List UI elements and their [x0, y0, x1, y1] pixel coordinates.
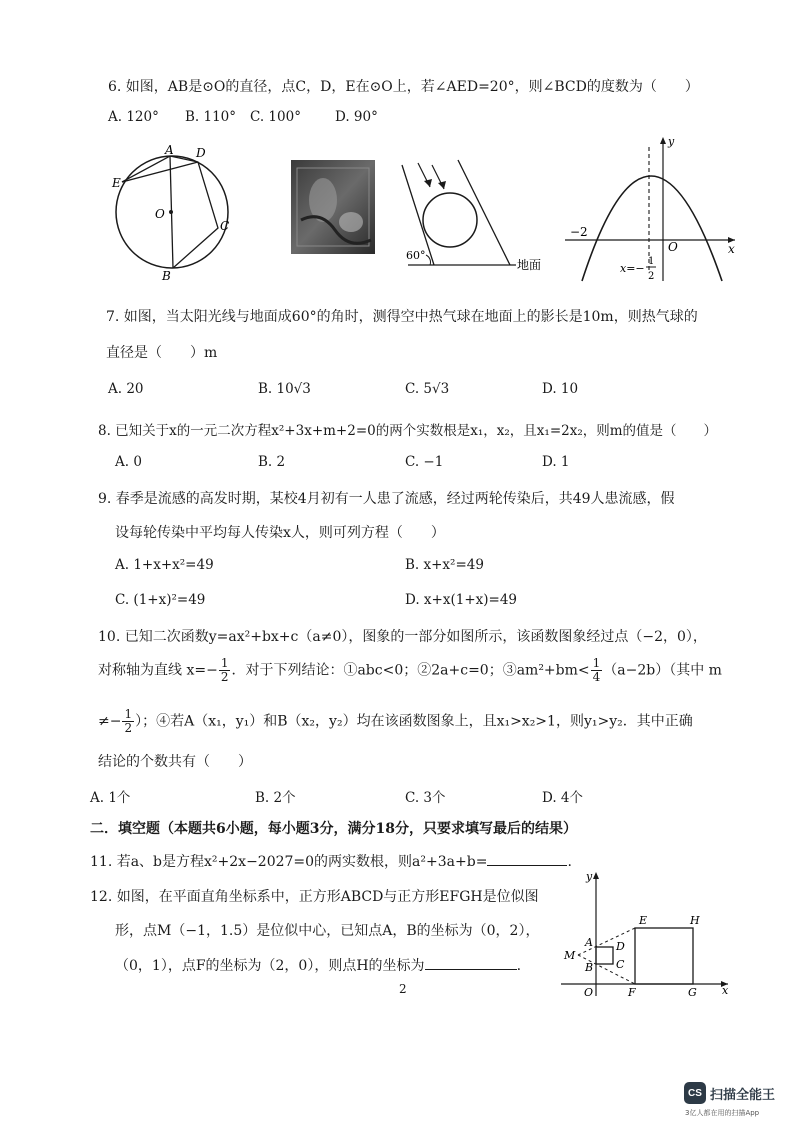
q7-stem-line2: 直径是（ ）m: [106, 345, 218, 361]
q12-stem-line2: 形，点M（−1，1.5）是位似中心，已知点A，B的坐标为（0，2），: [115, 923, 540, 939]
scanner-watermark: [682, 1080, 794, 1124]
label-d: D: [196, 146, 206, 160]
balloon-photo: [291, 160, 375, 254]
q10-stem-line3: [98, 708, 693, 735]
q10-frac-half: $\frac{1}{2}$: [220, 656, 229, 684]
q10-frac-quarter: $\frac{1}{4}$: [592, 656, 601, 684]
q6-option-c: C. 100°: [250, 109, 301, 125]
label-h: H: [690, 914, 700, 927]
q10-line3-part-b: ）；④若A（x₁，y₁）和B（x₂，y₂）均在该函数图象上，且x₁>x₂>1，则y₁>y₂．其中正确: [135, 713, 693, 730]
label-origin: O: [668, 240, 678, 254]
label-c: C: [616, 958, 625, 971]
q8-stem: 8. 已知关于x的一元二次方程x²+3x+m+2=0的两个实数根是x₁，x₂，且x₁=2x₂，则m的值是（ ）: [98, 423, 718, 439]
label-axis-den: 2: [648, 271, 655, 282]
label-y-axis: y: [668, 135, 675, 148]
q10-line2-part-b: ．对于下列结论：①abc<0；②2a+c=0；③am²+bm<: [231, 662, 590, 679]
sun-balloon-figure: [400, 155, 550, 275]
q7-stem-line1: 7. 如图，当太阳光线与地面成60°的角时，测得空中热气球在地面上的影长是10m，则热气球的: [106, 309, 698, 325]
q9-option-a: A. 1+x+x²=49: [115, 557, 214, 573]
q7-option-d: D. 10: [542, 381, 579, 397]
q9-option-c: C. (1+x)²=49: [115, 592, 206, 608]
page-number: 2: [399, 982, 407, 996]
q9-stem-line1: 9. 春季是流感的高发时期，某校4月初有一人患了流感，经过两轮传染后，共49人患流感，假: [98, 491, 675, 507]
label-x: x: [722, 984, 729, 997]
q9-stem-line2: 设每轮传染中平均每人传染x人，则可列方程（ ）: [115, 525, 445, 541]
q7-option-c: C. 5√3: [405, 381, 450, 397]
q11-end: .: [567, 854, 572, 870]
q12-stem-line3: [115, 955, 521, 975]
q11-answer-blank[interactable]: [487, 865, 567, 866]
q11-stem: [90, 851, 572, 871]
label-g: G: [688, 986, 697, 999]
q10-option-a: A. 1个: [90, 790, 131, 806]
label-e: E: [112, 176, 121, 190]
label-axis-num: 1: [648, 256, 655, 267]
q12-end: .: [516, 958, 522, 974]
q10-stem-line1: 10. 已知二次函数y=ax²+bx+c（a≠0），图象的一部分如图所示，该函数图象经过点（−2，0），: [98, 629, 707, 645]
parabola-figure: [560, 133, 740, 285]
q10-line2-part-a: 对称轴为直线 x=−: [98, 662, 218, 679]
q8-option-c: C. −1: [405, 454, 444, 470]
q10-option-b: B. 2个: [255, 790, 296, 806]
cs-logo-icon: CS: [684, 1082, 706, 1104]
label-m: M: [564, 949, 576, 962]
q8-option-b: B. 2: [258, 454, 286, 470]
q10-line3-part-a: ≠−: [98, 713, 122, 730]
q7-option-b: B. 10√3: [258, 381, 311, 397]
q8-option-d: D. 1: [542, 454, 570, 470]
label-a: A: [165, 143, 174, 157]
q7-option-a: A. 20: [108, 381, 144, 397]
label-f: F: [628, 986, 636, 999]
q6-option-d: D. 90°: [335, 109, 378, 125]
q10-frac-half-2: $\frac{1}{2}$: [124, 707, 133, 735]
label-o: O: [584, 986, 594, 999]
label-b: B: [585, 961, 594, 974]
section-2-heading: 二．填空题（本题共6小题，每小题3分，满分18分，只要求填写最后的结果）: [90, 821, 577, 837]
q6-option-b: B. 110°: [185, 109, 237, 125]
label-neg-two: −2: [570, 225, 588, 239]
circle-figure: [106, 140, 246, 282]
watermark-brand: 扫描全能王: [710, 1088, 776, 1103]
q12-text: （0，1），点F的坐标为（2，0），则点H的坐标为: [115, 958, 425, 974]
q12-answer-blank[interactable]: [425, 969, 517, 970]
q9-option-d: D. x+x(1+x)=49: [405, 592, 518, 608]
q8-option-a: A. 0: [115, 454, 142, 470]
q6-option-a: A. 120°: [108, 109, 159, 125]
label-axis-eq: x=−: [620, 262, 645, 275]
watermark-tagline: 3亿人都在用的扫描App: [685, 1109, 760, 1117]
q11-text: 11. 若a、b是方程x²+2x−2027=0的两实数根，则a²+3a+b=: [90, 854, 488, 870]
label-ground: 地面: [517, 258, 542, 272]
label-60-degree: 60°: [406, 249, 426, 262]
label-o: O: [155, 207, 165, 221]
q10-stem-line4: 结论的个数共有（ ）: [98, 754, 252, 770]
label-b: B: [162, 269, 171, 282]
label-d: D: [616, 940, 625, 953]
label-y: y: [586, 870, 593, 883]
q10-option-c: C. 3个: [405, 790, 446, 806]
homothety-figure: [556, 870, 736, 1000]
label-e: E: [639, 914, 648, 927]
q6-stem: 6. 如图，AB是⊙O的直径，点C，D，E在⊙O上，若∠AED=20°，则∠BCD的度数为（ ）: [108, 79, 699, 95]
label-x-axis: x: [728, 242, 735, 256]
q10-stem-line2: [98, 657, 722, 684]
q10-line2-part-c: （a−2b）（其中 m: [603, 662, 722, 679]
label-c: C: [220, 219, 230, 233]
q12-stem-line1: 12. 如图，在平面直角坐标系中，正方形ABCD与正方形EFGH是位似图: [90, 889, 539, 905]
q10-option-d: D. 4个: [542, 790, 584, 806]
label-a: A: [585, 936, 593, 949]
q9-option-b: B. x+x²=49: [405, 557, 484, 573]
